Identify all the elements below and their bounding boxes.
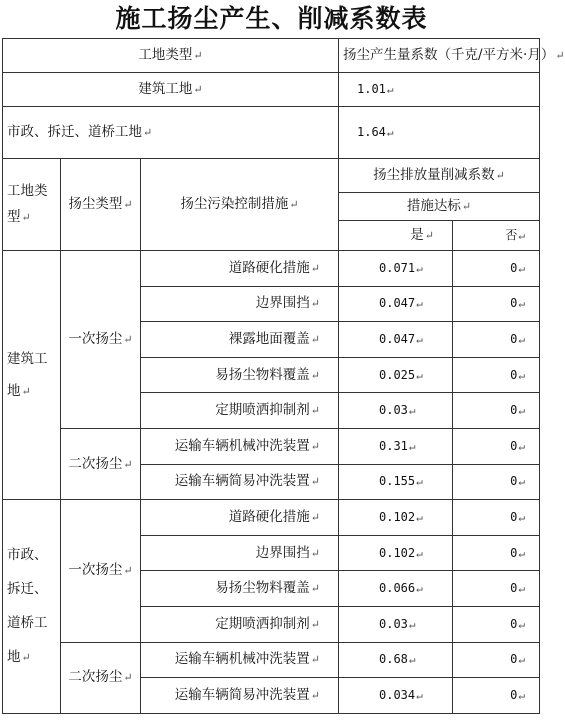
table-row	[3, 107, 540, 159]
reduction-no-cell: 0↵	[453, 357, 540, 393]
control-measures-col-header: 扬尘污染控制措施↵	[141, 159, 339, 251]
reduction-no-cell: 0↵	[453, 464, 540, 500]
dust-type-cell: 一次扬尘↵	[61, 251, 141, 429]
reduction-no-cell: 0↵	[453, 500, 540, 536]
coefficient-table	[2, 38, 565, 714]
control-measure-cell: 定期喷洒抑制剂↵	[141, 606, 339, 642]
control-measure-cell: 裸露地面覆盖↵	[141, 322, 339, 358]
control-measure-cell: 边界围挡↵	[141, 286, 339, 322]
reduction-no-cell: 0↵	[453, 606, 540, 642]
building-site-coef: 1.01↵	[339, 73, 540, 107]
municipal-site-label: 市政、拆迁、道桥工地↵	[3, 107, 339, 159]
reduction-no-cell: 0↵	[453, 428, 540, 464]
building-site-label: 建筑工地↵	[3, 73, 339, 107]
reduction-yes-cell: 0.03↵	[339, 393, 453, 429]
yes-header: 是↵	[339, 221, 453, 251]
control-measure-cell: 边界围挡↵	[141, 535, 339, 571]
dust-type-cell: 二次扬尘↵	[61, 642, 141, 713]
control-measure-cell: 运输车辆简易冲洗装置↵	[141, 678, 339, 714]
control-measure-cell: 运输车辆机械冲洗装置↵	[141, 428, 339, 464]
page-title: 施工扬尘产生、削减系数表	[115, 4, 428, 33]
control-measure-cell: 定期喷洒抑制剂↵	[141, 393, 339, 429]
reduction-yes-cell: 0.066↵	[339, 571, 453, 607]
reduction-no-cell: 0↵	[453, 393, 540, 429]
control-measure-cell: 道路硬化措施↵	[141, 251, 339, 287]
reduction-coef-header: 扬尘排放量削减系数↵	[339, 159, 540, 193]
reduction-yes-cell: 0.68↵	[339, 642, 453, 678]
reduction-yes-cell: 0.31↵	[339, 428, 453, 464]
control-measure-cell: 运输车辆简易冲洗装置↵	[141, 464, 339, 500]
no-header: 否↵	[453, 221, 540, 251]
reduction-no-cell: 0↵	[453, 571, 540, 607]
reduction-no-cell: 0↵	[453, 322, 540, 358]
control-measure-cell: 道路硬化措施↵	[141, 500, 339, 536]
site-type-cell: 市政、拆迁、道桥工地↵	[3, 500, 61, 714]
reduction-yes-cell: 0.071↵	[339, 251, 453, 287]
control-measure-cell: 运输车辆机械冲洗装置↵	[141, 642, 339, 678]
table-row	[3, 251, 540, 287]
reduction-yes-cell: 0.047↵	[339, 286, 453, 322]
reduction-yes-cell: 0.03↵	[339, 606, 453, 642]
table-row	[3, 39, 540, 73]
site-type-col-header: 工地类型↵	[3, 159, 61, 251]
table-row	[3, 500, 540, 536]
dust-type-cell: 二次扬尘↵	[61, 428, 141, 499]
dust-type-col-header: 扬尘类型↵	[61, 159, 141, 251]
reduction-no-cell: 0↵	[453, 251, 540, 287]
reduction-no-cell: 0↵	[453, 678, 540, 714]
site-type-cell: 建筑工地↵	[3, 251, 61, 500]
table-row	[3, 159, 540, 193]
reduction-yes-cell: 0.025↵	[339, 357, 453, 393]
reduction-yes-cell: 0.034↵	[339, 678, 453, 714]
municipal-site-coef: 1.64↵	[339, 107, 540, 159]
reduction-no-cell: 0↵	[453, 286, 540, 322]
site-type-header: 工地类型↵	[3, 39, 339, 73]
reduction-yes-cell: 0.155↵	[339, 464, 453, 500]
meets-standard-header: 措施达标↵	[339, 193, 540, 221]
dust-type-cell: 一次扬尘↵	[61, 500, 141, 642]
reduction-yes-cell: 0.102↵	[339, 535, 453, 571]
control-measure-cell: 易扬尘物料覆盖↵	[141, 571, 339, 607]
reduction-yes-cell: 0.047↵	[339, 322, 453, 358]
reduction-no-cell: 0↵	[453, 535, 540, 571]
control-measure-cell: 易扬尘物料覆盖↵	[141, 357, 339, 393]
table-row	[3, 428, 540, 464]
table-row	[3, 642, 540, 678]
table-row	[3, 73, 540, 107]
reduction-yes-cell: 0.102↵	[339, 500, 453, 536]
generation-coef-header: 扬尘产生量系数（千克/平方米·月）↵	[339, 39, 540, 73]
reduction-no-cell: 0↵	[453, 642, 540, 678]
